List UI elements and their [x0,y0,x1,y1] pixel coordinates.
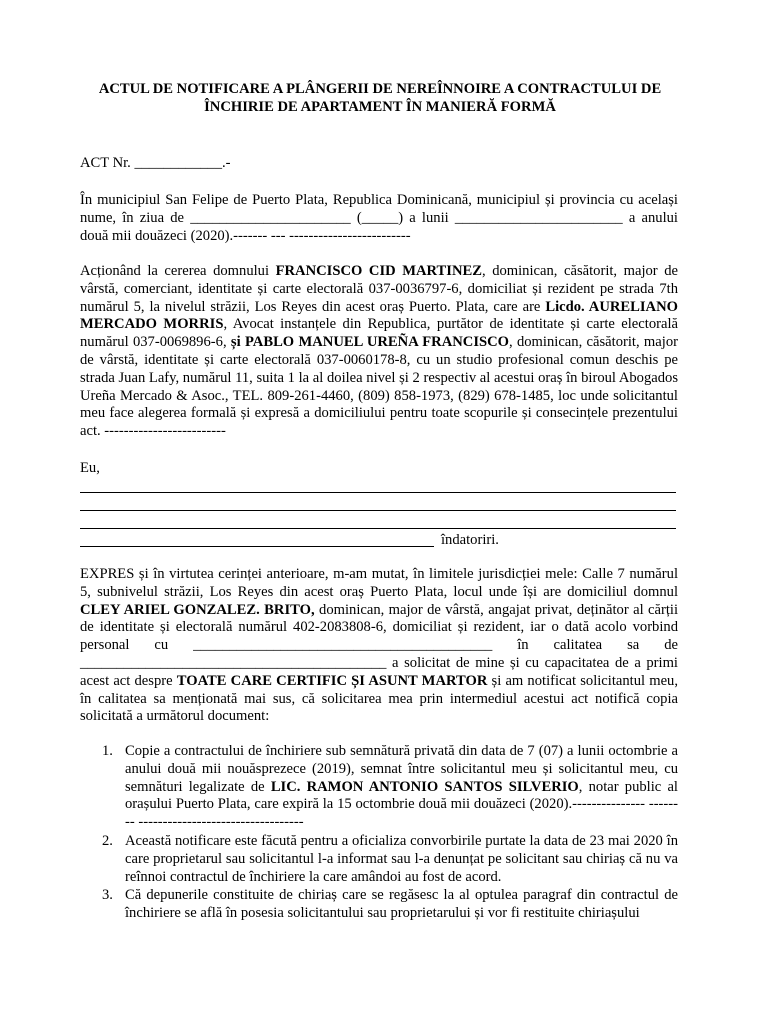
text-run: Că depunerile constituite de chiriaș care se regăsesc la al optulea paragraf din contractul de închiriere se află în posesia solicitantului sau proprietarului și vor fi restituite chiriașului [125,887,678,922]
intro-paragraph: În municipiul San Felipe de Puerto Plata, Republica Dominicană, municipiul și provincia cu același nume, în ziua de ______________________ (_____) a lunii _______________________ a anului două mii douăzeci (2020).------- --- ------------------------- [80,192,678,244]
indatoriri-text: îndatoriri. [441,532,499,548]
text-run: Copie a contractului de închiriere sub semnătură privată din data de 7 (07) a lunii octombrie a anului două mii nouăsprezece (2019), semnat între solicitantul meu și solicitantul meu, cu semnături legalizate de [125,743,678,795]
act-number: ACT Nr. ____________.- [80,155,231,171]
text-run: dominican, major de vârstă, angajat privat, deținător al cărții de identitate și electorală numărul 402-2083808-6, domiciliat și rezident, iar o dată acolo vorbind personal cu _________________________________________ în calitatea sa de __________________________________________ a solicitat de mine și cu capacitatea de a primi acest act despre [80,601,678,689]
lawyer-name-2: și PABLO MANUEL UREÑA FRANCISCO [230,334,509,351]
eu-label: Eu, [80,460,100,476]
text-run: Această notificare este făcută pentru a oficializa convorbirile purtate la data de 23 mai 2020 în care proprietarul sau solicitantul l-a informat sau l-a denunțat pe solicitant sau chiriaș că nu va reînnoi contractul de închiriere la care amândoi au fost de acord. [125,832,678,885]
list-number: 3. [102,887,113,904]
list-number: 2. [102,832,113,849]
blank-line-1[interactable] [80,492,676,493]
requester-name: FRANCISCO CID MARTINEZ [275,263,482,279]
text-run: , notar public al orașului Puerto Plata, care expiră la 15 octombrie două mii douăzeci (2020).--------------- -------- ---------------------------------- [125,778,678,831]
requester-paragraph [80,263,678,441]
title-line-2: ÎNCHIRIE DE APARTAMENT ÎN MANIERĂ FORMĂ [204,99,556,115]
notary-name: LIC. RAMON ANTONIO SANTOS SILVERIO [270,778,579,795]
blank-line-4[interactable] [80,546,434,547]
text-run: , dominican, căsătorit, major de vârstă, comerciant, identitate și carte electorală 037-0036797-6, domiciliat și rezident pe strada 7th numărul 5, la nivelul străzii, Los Reyes din acest oraș Puerto. Plata, care are [80,263,678,315]
text-run: EXPRES și în virtutea cerinței anterioare, m-am mutat, în limitele jurisdicției mele: Calle 7 numărul 5, subnivelul străzii, Los Reyes din acest oraș Puerto Plata, locul unde își are domiciliul domnul [80,566,678,600]
title-line-1: ACTUL DE NOTIFICARE A PLÂNGERII DE NEREÎNNOIRE A CONTRACTULUI DE [98,81,662,97]
document-list [80,743,678,924]
list-item [80,887,678,923]
blank-line-2[interactable] [80,510,676,511]
document-title [80,80,680,116]
express-paragraph [80,566,678,726]
list-item [80,743,678,832]
text-run: , Avocat instanțele din Republica, purtător de identitate și carte electorală numărul 037-0069896-6, [80,316,678,351]
list-item [80,833,678,886]
certification-phrase: TOATE CARE CERTIFIC ȘI ASUNT MARTOR [176,672,488,689]
notified-person-name: CLEY ARIEL GONZALEZ. BRITO, [80,601,315,618]
text-run: , dominican, căsătorit, major de vârstă, identitate și carte electorală 037-0060178-8, cu un studio profesional comun deschis pe strada Juan Lafy, numărul 11, suita 1 la al doilea nivel și 2 respectiv al acestui oraș în biroul Abogados Ureña Mercado & Asoc., TEL. 809-261-4460, (809) 858-1973, (829) 678-1485, loc unde solicitantul meu face alegerea formală și expresă a domiciliului pentru toate scopurile și consecințele prezentului act. ------------------------- [80,334,678,440]
blank-line-3[interactable] [80,528,676,529]
text-run: Acționând la cererea domnului [80,263,276,279]
list-number: 1. [102,743,113,759]
text-run: și am notificat solicitantul meu, în calitatea sa menționată mai sus, că solicitarea mea prin intermediul acestui act notifică copia solicitată a următorul document: [80,672,679,725]
lawyer-name-1: Licdo. AURELIANO MERCADO MORRIS [80,298,678,333]
